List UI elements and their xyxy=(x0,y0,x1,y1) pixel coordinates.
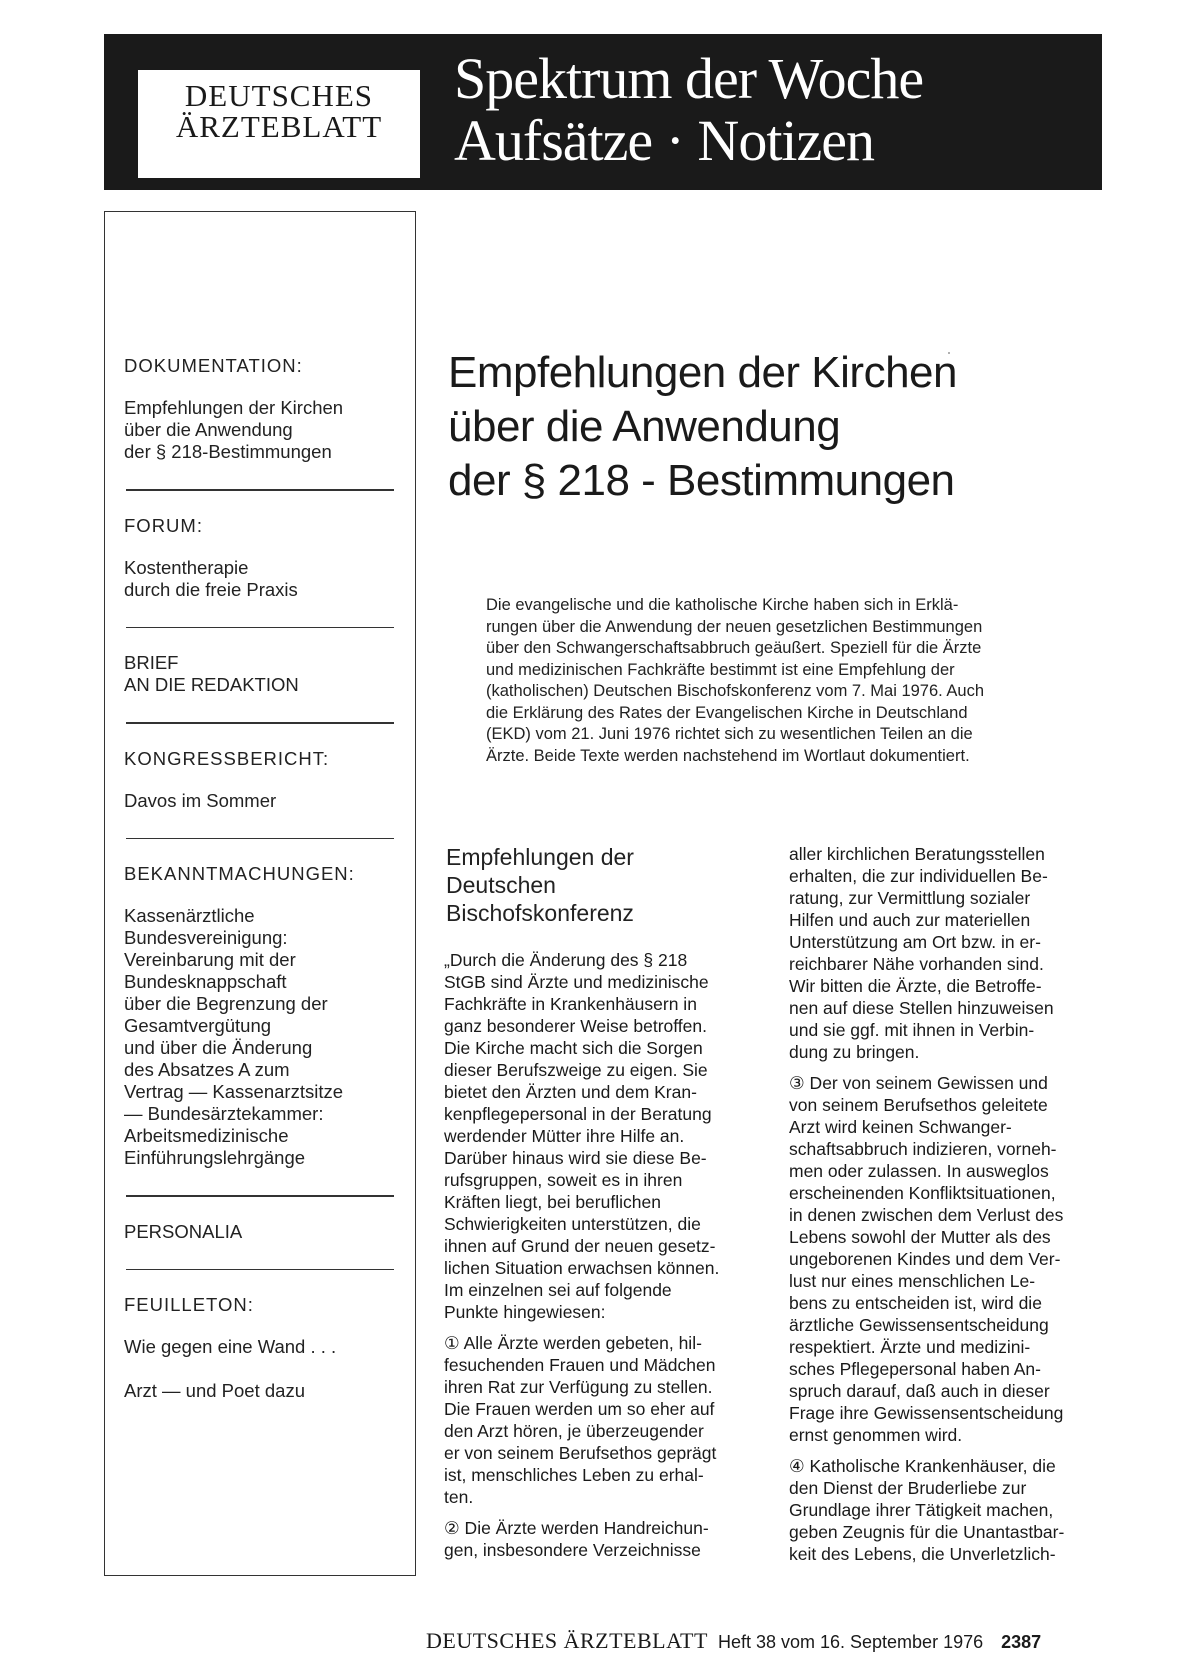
body-line: spruch darauf, daß auch in dieser xyxy=(789,1381,1050,1401)
body-line: schaftsabbruch indizieren, vorneh- xyxy=(789,1139,1057,1159)
body-line: respektiert. Ärzte und medizini- xyxy=(789,1337,1031,1357)
body-line: ③ Der von seinem Gewissen und xyxy=(789,1073,1048,1093)
body-line: ungeborenen Kindes und dem Ver- xyxy=(789,1249,1061,1269)
toc-divider xyxy=(126,489,394,491)
body-line: kenpflegepersonal in der Beratung xyxy=(444,1104,712,1124)
body-paragraph xyxy=(789,843,1109,1063)
toc-divider xyxy=(126,1269,394,1271)
body-line: werdender Mütter ihre Hilfe an. xyxy=(444,1126,685,1146)
toc-section xyxy=(124,748,414,812)
toc-divider xyxy=(126,1195,394,1197)
body-line: ① Alle Ärzte werden gebeten, hil- xyxy=(444,1333,702,1353)
toc-entry-line: BRIEF xyxy=(124,652,179,673)
body-line: lust nur eines menschlichen Le- xyxy=(789,1271,1036,1291)
body-line: Fachkräfte in Krankenhäusern in xyxy=(444,994,697,1014)
toc-entry-line: durch die freie Praxis xyxy=(124,578,298,600)
intro-line: die Erklärung des Rates der Evangelischen Kirche in Deutschland xyxy=(486,703,968,722)
footer-issue: Heft 38 vom 16. September 1976 xyxy=(717,1632,984,1652)
body-paragraph xyxy=(789,1072,1109,1446)
toc-entry-line: Arbeitsmedizinische xyxy=(124,1125,289,1146)
page-footer xyxy=(426,1628,1041,1654)
body-line: Unterstützung am Ort bzw. in er- xyxy=(789,932,1041,952)
intro-line: rungen über die Anwendung der neuen gesetzlichen Bestimmungen xyxy=(486,617,983,636)
body-line: Grundlage ihrer Tätigkeit machen, xyxy=(789,1500,1054,1520)
body-line: den Dienst der Bruderliebe zur xyxy=(789,1478,1027,1498)
section-title-line-1: Spektrum der Woche xyxy=(454,46,924,111)
toc-entry-line: PERSONALIA xyxy=(124,1220,243,1242)
body-line: Punkte hingewiesen: xyxy=(444,1302,606,1322)
toc-heading: DOKUMENTATION: xyxy=(124,355,303,376)
table-of-contents xyxy=(124,355,414,1424)
body-line: keit des Lebens, die Unverletzlich- xyxy=(789,1544,1056,1564)
toc-entry-line: — Bundesärztekammer: xyxy=(124,1103,324,1124)
body-line: von seinem Berufsethos geleitete xyxy=(789,1095,1048,1115)
toc-entry-line: Wie gegen eine Wand . . . xyxy=(124,1336,337,1357)
body-line: ④ Katholische Krankenhäuser, die xyxy=(789,1456,1056,1476)
toc-entry-line: Bundesvereinigung: xyxy=(124,927,288,948)
toc-section xyxy=(124,355,414,463)
toc-entry xyxy=(124,1221,414,1243)
body-line: erscheinenden Konfliktsituationen, xyxy=(789,1183,1056,1203)
body-line: rufsgruppen, soweit es in ihren xyxy=(444,1170,683,1190)
body-line: ratung, zur Vermittlung sozialer xyxy=(789,888,1031,908)
body-paragraph xyxy=(444,1517,764,1561)
body-line: StGB sind Ärzte und medizinische xyxy=(444,972,709,992)
body-line: Die Kirche macht sich die Sorgen xyxy=(444,1038,703,1058)
toc-entry-line: Kostentherapie xyxy=(124,556,249,578)
intro-line: (katholischen) Deutschen Bischofskonferenz vom 7. Mai 1976. Auch xyxy=(486,682,985,700)
toc-entry-line: Vertrag — Kassenarztsitze xyxy=(124,1081,344,1102)
toc-section xyxy=(124,515,414,601)
body-line: und sie ggf. mit ihnen in Verbin- xyxy=(789,1020,1035,1040)
body-line: reichbarer Nähe vorhanden sind. xyxy=(789,954,1044,974)
toc-heading: BEKANNTMACHUNGEN: xyxy=(124,863,355,884)
body-line: Darüber hinaus wird sie diese Be- xyxy=(444,1148,707,1168)
body-line: Die Frauen werden um so eher auf xyxy=(444,1399,715,1419)
intro-line: Ärzte. Beide Texte werden nachstehend im Wortlaut dokumentiert. xyxy=(486,746,970,765)
body-line: Frage ihre Gewissensentscheidung xyxy=(789,1403,1064,1423)
body-line: er von seinem Berufsethos geprägt xyxy=(444,1443,717,1463)
body-line: erhalten, die zur individuellen Be- xyxy=(789,866,1048,886)
toc-divider xyxy=(126,627,394,629)
body-line: ist, menschliches Leben zu erhal- xyxy=(444,1465,704,1485)
toc-heading: FEUILLETON: xyxy=(124,1294,254,1315)
intro-line: und medizinischen Fachkräfte bestimmt ist eine Empfehlung der xyxy=(486,660,955,679)
body-column-left xyxy=(444,949,764,1570)
toc-section xyxy=(124,1294,414,1402)
body-line: Schwierigkeiten unterstützen, die xyxy=(444,1214,701,1234)
article-title-line: der § 218 - Bestimmungen xyxy=(448,456,955,505)
toc-entry-line: Arzt — und Poet dazu xyxy=(124,1380,305,1401)
body-line: Kräften liegt, bei beruflichen xyxy=(444,1192,661,1212)
toc-entry xyxy=(124,1336,414,1358)
toc-entry-line: der § 218-Bestimmungen xyxy=(124,441,332,462)
body-line: bens zu entscheiden ist, wird die xyxy=(789,1293,1042,1313)
toc-entry-line: und über die Änderung xyxy=(124,1037,313,1058)
body-line: ten. xyxy=(444,1487,474,1507)
body-line: geben Zeugnis für die Unantastbar- xyxy=(789,1522,1065,1542)
body-line: sches Pflegepersonal haben An- xyxy=(789,1359,1041,1379)
body-line: den Arzt hören, je überzeugender xyxy=(444,1421,704,1441)
magazine-logo xyxy=(138,70,420,178)
toc-entry-line: Davos im Sommer xyxy=(124,789,277,811)
toc-entry-line: Bundesknappschaft xyxy=(124,971,287,992)
subhead-line: Deutschen xyxy=(446,872,556,898)
body-line: aller kirchlichen Beratungsstellen xyxy=(789,844,1045,864)
toc-entry xyxy=(124,905,414,1169)
body-line: ihren Rat zur Verfügung zu stellen. xyxy=(444,1377,713,1397)
masthead xyxy=(104,34,1102,190)
body-line: bietet den Ärzten und dem Kran- xyxy=(444,1082,697,1102)
body-paragraph xyxy=(444,1332,764,1508)
toc-section xyxy=(124,652,414,696)
body-line: fesuchenden Frauen und Mädchen xyxy=(444,1355,716,1375)
toc-entry xyxy=(124,397,414,463)
body-line: Im einzelnen sei auf folgende xyxy=(444,1280,672,1300)
footer-magazine: DEUTSCHES ÄRZTEBLATT xyxy=(426,1628,708,1653)
toc-entry-line: Einführungslehrgänge xyxy=(124,1147,306,1168)
body-column-right xyxy=(789,843,1109,1574)
body-line: Wir bitten die Ärzte, die Betroffe- xyxy=(789,976,1042,996)
page-number: 2387 xyxy=(1001,1632,1042,1652)
toc-entry xyxy=(124,790,414,812)
subhead-line: Empfehlungen der xyxy=(446,844,634,870)
body-line: dieser Berufszweige zu eigen. Sie xyxy=(444,1060,708,1080)
body-line: gen, insbesondere Verzeichnisse xyxy=(444,1540,701,1560)
article-title-line: über die Anwendung xyxy=(448,402,841,451)
body-line: in denen zwischen dem Verlust des xyxy=(789,1205,1064,1225)
toc-entry-line: des Absatzes A zum xyxy=(124,1059,290,1080)
toc-entry-line: Vereinbarung mit der xyxy=(124,949,296,970)
toc-divider xyxy=(126,838,394,840)
article-subhead xyxy=(446,843,634,927)
toc-entry xyxy=(124,557,414,601)
toc-section xyxy=(124,863,414,1169)
body-line: ② Die Ärzte werden Handreichun- xyxy=(444,1518,709,1538)
body-line: lichen Situation erwachsen können. xyxy=(444,1258,720,1278)
toc-entry-line: Gesamtvergütung xyxy=(124,1015,272,1036)
body-paragraph xyxy=(789,1455,1109,1565)
toc-heading: FORUM: xyxy=(124,514,203,536)
toc-entry-line: Empfehlungen der Kirchen xyxy=(124,397,344,418)
toc-entry-line: über die Begrenzung der xyxy=(124,993,328,1014)
body-line: men oder zulassen. In ausweglos xyxy=(789,1161,1049,1181)
toc-section xyxy=(124,1221,414,1243)
logo-line-2: ÄRZTEBLATT xyxy=(175,109,383,144)
logo-line-1: DEUTSCHES xyxy=(184,78,374,113)
section-title-line-2: Aufsätze · Notizen xyxy=(454,108,875,173)
body-line: dung zu bringen. xyxy=(789,1042,920,1062)
body-line: Arzt wird keinen Schwanger- xyxy=(789,1117,1012,1137)
body-line: Hilfen und auch zur materiellen xyxy=(789,910,1031,930)
body-paragraph xyxy=(444,949,764,1323)
body-line: nen auf diese Stellen hinzuweisen xyxy=(789,998,1054,1018)
toc-entry xyxy=(124,1380,414,1402)
body-line: ganz besonderer Weise betroffen. xyxy=(444,1016,707,1036)
toc-heading: KONGRESSBERICHT: xyxy=(124,747,330,769)
article-title xyxy=(448,346,957,508)
article-intro xyxy=(486,595,1084,767)
toc-entry-line: über die Anwendung xyxy=(124,419,293,440)
toc-entry-line: AN DIE REDAKTION xyxy=(124,674,299,695)
subhead-line: Bischofskonferenz xyxy=(446,900,634,926)
body-line: ernst genommen wird. xyxy=(789,1425,963,1445)
intro-line: Die evangelische und die katholische Kirche haben sich in Erklä- xyxy=(486,596,959,614)
toc-entry xyxy=(124,652,414,696)
body-line: „Durch die Änderung des § 218 xyxy=(444,950,688,970)
article-title-line: Empfehlungen der Kirchen xyxy=(448,348,957,397)
body-line: ärztliche Gewissensentscheidung xyxy=(789,1315,1049,1335)
intro-line: (EKD) vom 21. Juni 1976 richtet sich zu wesentlichen Teilen an die xyxy=(486,725,973,743)
body-line: ihnen auf Grund der neuen gesetz- xyxy=(444,1236,716,1256)
toc-divider xyxy=(126,722,394,724)
intro-line: über den Schwangerschaftsabbruch geäußert. Speziell für die Ärzte xyxy=(486,639,982,657)
toc-entry-line: Kassenärztliche xyxy=(124,905,255,926)
body-line: Lebens sowohl der Mutter als des xyxy=(789,1227,1051,1247)
section-title xyxy=(454,48,923,172)
